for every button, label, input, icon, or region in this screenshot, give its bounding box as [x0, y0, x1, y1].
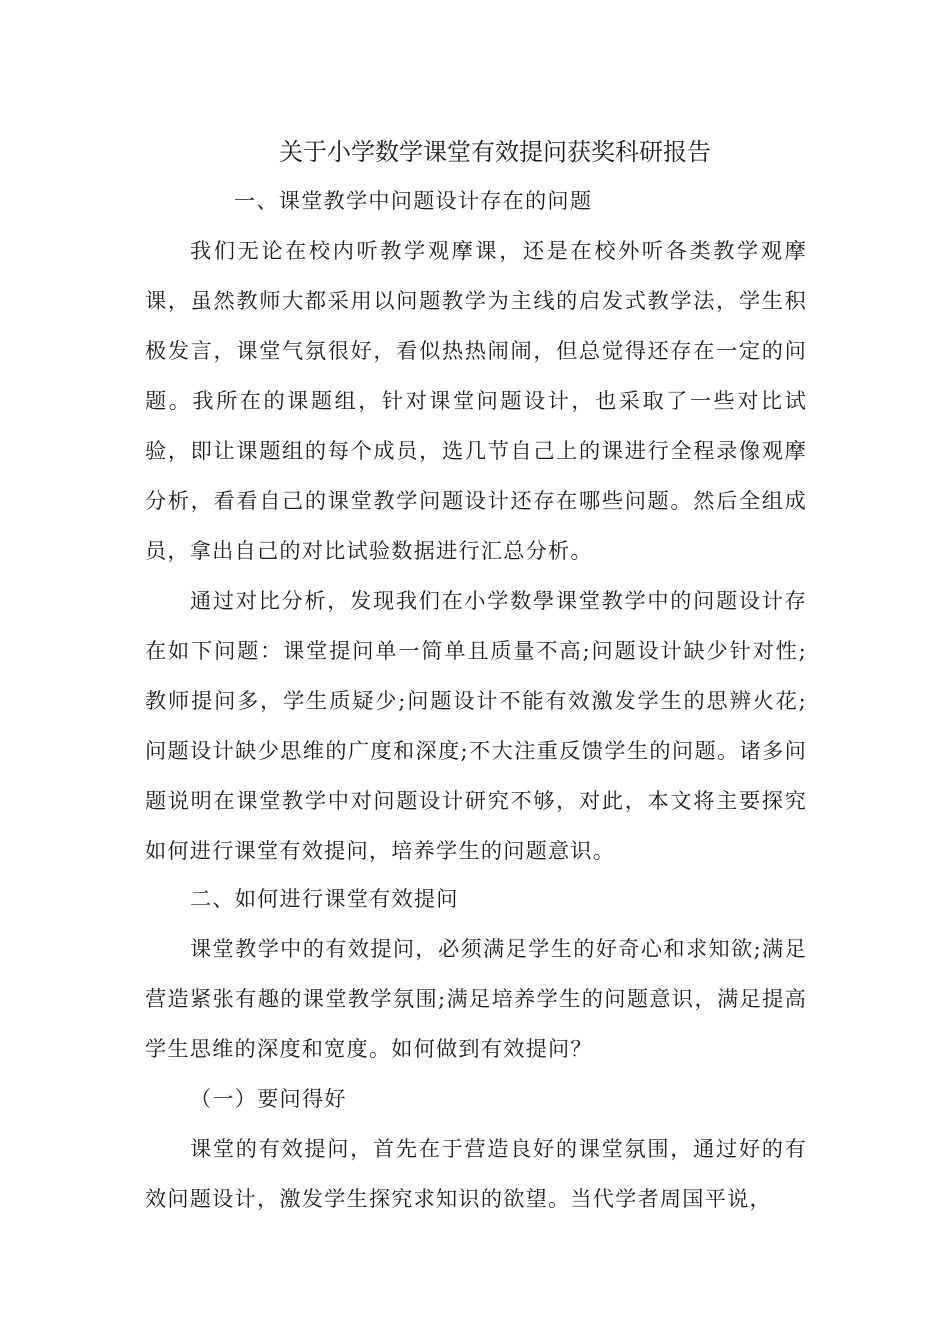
- body-paragraph-4: 课堂的有效提问，首先在于营造良好的课堂氛围，通过好的有效问题设计，激发学生探究求知识的欲望。当代学者周国平说，: [145, 1136, 807, 1211]
- body-paragraph-3: 课堂教学中的有效提问，必须满足学生的好奇心和求知欲;满足营造紧张有趣的课堂教学氛围;满足培养学生的问题意识，满足提高学生思维的深度和宽度。如何做到有效提问？: [145, 936, 807, 1061]
- subsection-heading-1: （一）要问得好: [190, 1086, 347, 1111]
- body-paragraph-2: 通过对比分析，发现我们在小学数學课堂教学中的问题设计存在如下问题：课堂提问单一简单且质量不高;问题设计缺少针对性;教师提问多，学生质疑少;问题设计不能有效激发学生的思辨火花;问题设计缺少思维的广度和深度;不大注重反馈学生的问题。诸多问题说明在课堂教学中对问题设计研究不够，对此，本文将主要探究如何进行课堂有效提问，培养学生的问题意识。: [145, 588, 807, 863]
- body-paragraph-1: 我们无论在校内听教学观摩课，还是在校外听各类教学观摩课，虽然教师大都采用以问题教学为主线的启发式教学法，学生积极发言，课堂气氛很好，看似热热闹闹，但总觉得还存在一定的问题。我所在的课题组，针对课堂问题设计，也采取了一些对比试验，即让课题组的每个成员，选几节自己上的课进行全程录像观摩分析，看看自己的课堂教学问题设计还存在哪些问题。然后全组成员，拿出自己的对比试验数据进行汇总分析。: [145, 238, 807, 563]
- document-title: 关于小学数学课堂有效提问获奖科研报告: [279, 138, 711, 166]
- section-heading-1: 一、课堂教学中问题设计存在的问题: [234, 188, 593, 213]
- section-heading-2: 二、如何进行课堂有效提问: [190, 886, 459, 911]
